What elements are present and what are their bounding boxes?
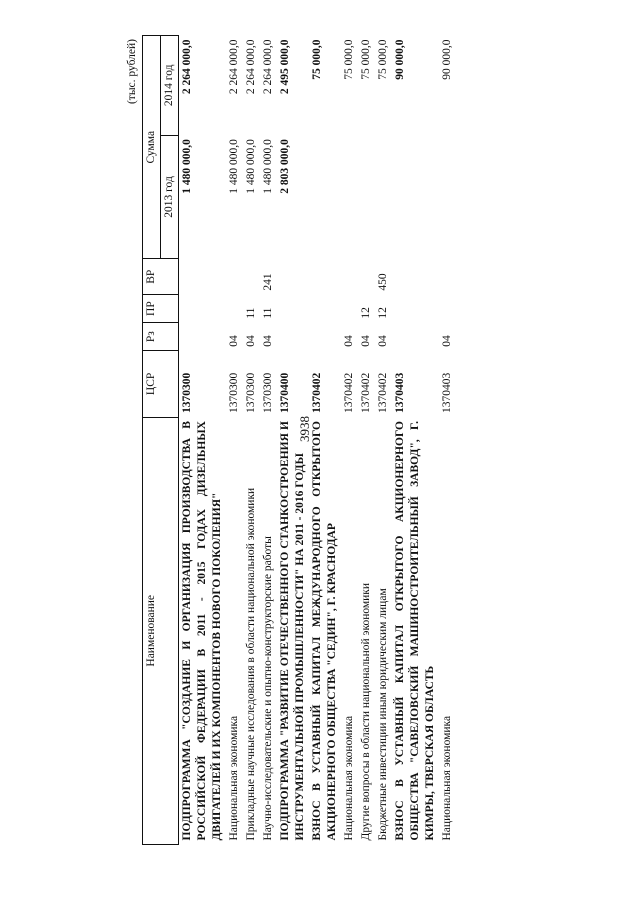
cell-2013: 1 480 000,0 — [181, 139, 193, 194]
cell-vr: 450 — [377, 273, 389, 291]
cell-vr: 241 — [262, 273, 274, 291]
cell-rz: 04 — [441, 335, 453, 347]
header-rz: Рз — [143, 323, 179, 351]
unit-note: (тыс. рублей) — [126, 39, 138, 105]
cell-rz: 04 — [262, 335, 274, 347]
cell-vr — [243, 259, 260, 295]
cell-rz: 04 — [245, 335, 257, 347]
cell-2014: 75 000,0 — [377, 39, 389, 80]
cell-2013: 1 480 000,0 — [245, 139, 257, 194]
cell-rz — [179, 323, 227, 351]
table-row — [341, 36, 358, 845]
cell-pr: 12 — [377, 307, 389, 319]
cell-name: ВЗНОС В УСТАВНЫЙ КАПИТАЛ ОТКРЫТОГО АКЦИОНЕРНОГО ОБЩЕСТВА "САВЕЛОВСКИЙ МАШИНОСТРОИТЕЛЬНЫЙ ЗАВОД", Г. КИМРЫ, ТВЕРСКАЯ ОБЛАСТЬ — [394, 421, 436, 841]
cell-2014: 90 000,0 — [441, 39, 453, 80]
table-row — [392, 36, 439, 845]
cell-2014: 75 000,0 — [343, 39, 355, 80]
cell-name: Национальная экономика — [441, 715, 453, 841]
cell-pr — [226, 295, 243, 323]
cell-vr — [439, 259, 456, 295]
cell-2013 — [358, 135, 375, 259]
cell-name: ВЗНОС В УСТАВНЫЙ КАПИТАЛ МЕЖДУНАРОДНОГО ОТКРЫТОГО АКЦИОНЕРНОГО ОБЩЕСТВА "СЕДИН", Г. КРАСНОДАР — [311, 421, 338, 841]
cell-name: Другие вопросы в области национальной экономики — [360, 582, 372, 841]
table-row — [243, 36, 260, 845]
cell-2014: 2 264 000,0 — [245, 39, 257, 95]
cell-2014: 2 264 000,0 — [181, 39, 193, 95]
cell-2013 — [392, 135, 439, 259]
header-sum: Сумма — [143, 36, 161, 259]
header-csr: ЦСР — [143, 351, 179, 417]
cell-csr: 1370300 — [262, 372, 274, 414]
cell-pr — [439, 295, 456, 323]
cell-vr — [309, 259, 341, 295]
cell-vr — [392, 259, 439, 295]
cell-vr — [226, 259, 243, 295]
table-row — [179, 36, 227, 845]
cell-2014: 75 000,0 — [311, 39, 323, 80]
header-pr: ПР — [143, 295, 179, 323]
cell-2013 — [341, 135, 358, 259]
cell-rz — [392, 323, 439, 351]
cell-name: Научно-исследовательские и опытно-конструкторские работы — [262, 536, 274, 841]
table-body — [179, 36, 457, 845]
cell-rz: 04 — [228, 335, 240, 347]
cell-pr — [392, 295, 439, 323]
header-name: Наименование — [143, 417, 179, 844]
cell-name: Национальная экономика — [228, 715, 240, 841]
cell-csr: 1370402 — [377, 372, 389, 414]
cell-name: ПОДПРОГРАММА "СОЗДАНИЕ И ОРГАНИЗАЦИЯ ПРОИЗВОДСТВА В РОССИЙСКОЙ ФЕДЕРАЦИИ В 2011 - 2015 ГОДАХ ДИЗЕЛЬНЫХ ДВИГАТЕЛЕЙ И ИХ КОМПОНЕНТОВ НОВОГО ПОКОЛЕНИЯ" — [181, 421, 223, 841]
cell-csr: 1370402 — [311, 372, 323, 414]
cell-vr — [341, 259, 358, 295]
table-row — [358, 36, 375, 845]
cell-pr — [341, 295, 358, 323]
header-year-2013: 2013 год — [161, 135, 179, 259]
cell-2013 — [375, 135, 392, 259]
cell-vr — [358, 259, 375, 295]
cell-rz: 04 — [343, 335, 355, 347]
cell-name: Бюджетные инвестиции иным юридическим лицам — [377, 588, 389, 841]
cell-csr: 1370403 — [441, 372, 453, 414]
cell-csr: 1370400 — [279, 372, 291, 414]
cell-2013 — [439, 135, 456, 259]
table-row — [309, 36, 341, 845]
table-row — [277, 36, 309, 845]
header-year-2014: 2014 год — [161, 36, 179, 136]
cell-2014: 2 495 000,0 — [279, 39, 291, 95]
table-row — [226, 36, 243, 845]
cell-vr — [179, 259, 227, 295]
cell-rz: 04 — [360, 335, 372, 347]
cell-rz — [309, 323, 341, 351]
cell-pr — [309, 295, 341, 323]
cell-csr: 1370300 — [228, 372, 240, 414]
cell-csr: 1370300 — [245, 372, 257, 414]
page-number: 3938 — [297, 416, 312, 442]
cell-pr: 11 — [245, 307, 257, 319]
cell-2013: 1 480 000,0 — [262, 139, 274, 194]
cell-2013: 2 803 000,0 — [279, 139, 291, 194]
cell-vr — [277, 259, 309, 295]
cell-csr: 1370300 — [181, 372, 193, 414]
table-row — [375, 36, 392, 845]
cell-rz: 04 — [377, 335, 389, 347]
cell-2014: 2 264 000,0 — [262, 39, 274, 95]
cell-name: ПОДПРОГРАММА "РАЗВИТИЕ ОТЕЧЕСТВЕННОГО СТАНКОСТРОЕНИЯ И ИНСТРУМЕНТАЛЬНОЙ ПРОМЫШЛЕННОСТИ" НА 2011 - 2016 ГОДЫ — [279, 421, 306, 841]
cell-pr: 11 — [262, 307, 274, 319]
cell-2014: 2 264 000,0 — [228, 39, 240, 95]
cell-2013: 1 480 000,0 — [228, 139, 240, 194]
header-vr: ВР — [143, 259, 179, 295]
cell-pr — [277, 295, 309, 323]
cell-2014: 75 000,0 — [360, 39, 372, 80]
cell-name: Национальная экономика — [343, 715, 355, 841]
cell-pr: 12 — [360, 307, 372, 319]
cell-2013 — [309, 135, 341, 259]
budget-table — [142, 35, 456, 845]
cell-name: Прикладные научные исследования в области национальной экономики — [245, 487, 257, 841]
cell-pr — [179, 295, 227, 323]
cell-2014: 90 000,0 — [394, 39, 406, 80]
cell-csr: 1370402 — [360, 372, 372, 414]
cell-csr: 1370403 — [394, 372, 406, 414]
cell-csr: 1370402 — [343, 372, 355, 414]
budget-sheet — [125, 35, 570, 845]
cell-rz — [277, 323, 309, 351]
table-row — [439, 36, 456, 845]
table-row — [260, 36, 277, 845]
